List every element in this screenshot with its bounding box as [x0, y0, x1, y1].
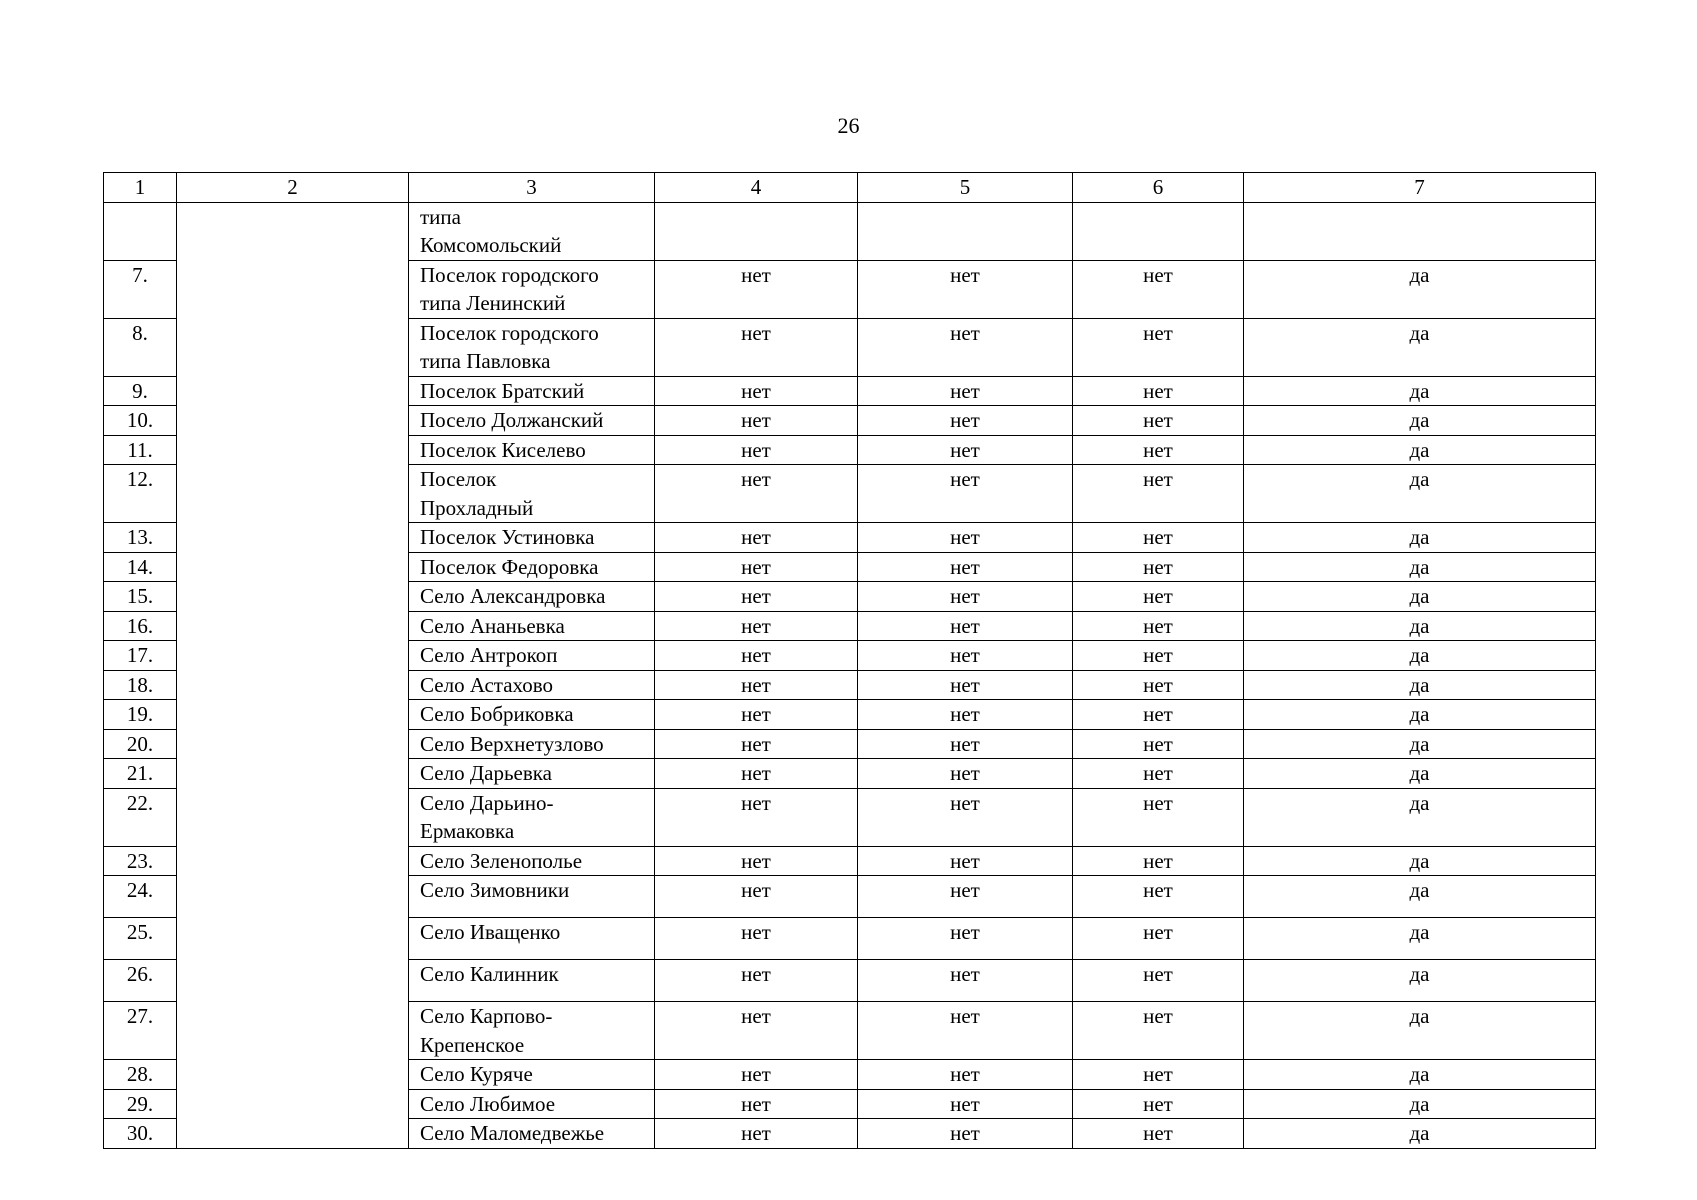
- row-number: 15.: [104, 582, 177, 612]
- settlement-name: [409, 611, 655, 641]
- value-cell-6: нет: [1073, 641, 1244, 671]
- value-cell-7: да: [1244, 465, 1596, 523]
- settlement-name: [409, 759, 655, 789]
- settlement-name: [409, 788, 655, 846]
- value-cell-7: да: [1244, 1089, 1596, 1119]
- value-cell-6: нет: [1073, 876, 1244, 918]
- value-cell-7: да: [1244, 552, 1596, 582]
- settlement-name-line: Село Бобриковка: [420, 702, 574, 726]
- value-cell-7: да: [1244, 759, 1596, 789]
- value-cell-7: да: [1244, 611, 1596, 641]
- value-cell-5: нет: [858, 523, 1073, 553]
- header-cell-4: 4: [655, 173, 858, 203]
- value-cell-5: нет: [858, 960, 1073, 1002]
- settlement-name-line: Поселок Киселево: [420, 437, 586, 462]
- value-cell-5: нет: [858, 759, 1073, 789]
- value-cell-4: нет: [655, 1089, 858, 1119]
- value-cell-7: да: [1244, 406, 1596, 436]
- value-cell-5: нет: [858, 318, 1073, 376]
- settlement-name: [409, 523, 655, 553]
- value-cell-6: нет: [1073, 670, 1244, 700]
- settlement-name-line: Поселок городского: [420, 262, 599, 287]
- value-cell-6: нет: [1073, 318, 1244, 376]
- page-number: 26: [837, 113, 860, 138]
- settlement-name-line: типа: [420, 204, 461, 229]
- settlement-name-line: Село Иващенко: [420, 920, 561, 944]
- value-cell-7: да: [1244, 729, 1596, 759]
- value-cell-6: нет: [1073, 700, 1244, 730]
- value-cell-7: да: [1244, 700, 1596, 730]
- row-number: 22.: [104, 788, 177, 846]
- table-body: [104, 173, 1596, 1149]
- settlement-name-line: Село Антрокоп: [420, 643, 558, 667]
- settlement-name: [409, 202, 655, 260]
- value-cell-6: нет: [1073, 435, 1244, 465]
- data-table: [103, 172, 1596, 1149]
- settlement-name-line: Комсомольский: [420, 233, 562, 257]
- value-cell-6: нет: [1073, 376, 1244, 406]
- row-number: 30.: [104, 1119, 177, 1149]
- value-cell-6: нет: [1073, 611, 1244, 641]
- settlement-name: [409, 406, 655, 436]
- value-cell-5: нет: [858, 788, 1073, 846]
- settlement-name-line: Поселок: [420, 467, 497, 491]
- value-cell-6: нет: [1073, 406, 1244, 436]
- settlement-name-line: Посело Должанский: [420, 408, 604, 432]
- value-cell-4: [655, 202, 858, 260]
- value-cell-4: нет: [655, 1060, 858, 1090]
- value-cell-7: да: [1244, 641, 1596, 671]
- value-cell-4: нет: [655, 260, 858, 318]
- value-cell-5: нет: [858, 582, 1073, 612]
- settlement-name: [409, 1089, 655, 1119]
- value-cell-4: нет: [655, 465, 858, 523]
- settlement-name: [409, 729, 655, 759]
- value-cell-5: нет: [858, 729, 1073, 759]
- value-cell-4: нет: [655, 918, 858, 960]
- settlement-name: [409, 552, 655, 582]
- value-cell-5: нет: [858, 435, 1073, 465]
- value-cell-7: да: [1244, 670, 1596, 700]
- value-cell-7: да: [1244, 376, 1596, 406]
- header-cell-5: 5: [858, 173, 1073, 203]
- value-cell-4: нет: [655, 611, 858, 641]
- value-cell-4: нет: [655, 960, 858, 1002]
- value-cell-5: нет: [858, 406, 1073, 436]
- settlement-name-line: Село Верхнетузлово: [420, 731, 604, 756]
- value-cell-7: да: [1244, 960, 1596, 1002]
- value-cell-7: да: [1244, 1119, 1596, 1149]
- row-number: 21.: [104, 759, 177, 789]
- row-number: 13.: [104, 523, 177, 553]
- value-cell-5: нет: [858, 1060, 1073, 1090]
- settlement-name-line: Поселок Устиновка: [420, 525, 595, 549]
- value-cell-6: нет: [1073, 788, 1244, 846]
- value-cell-5: нет: [858, 1119, 1073, 1149]
- settlement-name: [409, 260, 655, 318]
- row-number: 27.: [104, 1002, 177, 1060]
- value-cell-4: нет: [655, 582, 858, 612]
- row-number: 17.: [104, 641, 177, 671]
- settlement-name-line: Село Зимовники: [420, 878, 570, 902]
- value-cell-5: нет: [858, 552, 1073, 582]
- value-cell-6: нет: [1073, 1119, 1244, 1149]
- value-cell-5: нет: [858, 260, 1073, 318]
- value-cell-7: да: [1244, 435, 1596, 465]
- value-cell-5: нет: [858, 1002, 1073, 1060]
- value-cell-4: нет: [655, 641, 858, 671]
- settlement-name-line: Поселок Братский: [420, 378, 585, 403]
- header-cell-1: 1: [104, 173, 177, 203]
- settlement-name-line: Село Маломедвежье: [420, 1121, 605, 1145]
- row-number: 29.: [104, 1089, 177, 1119]
- value-cell-5: нет: [858, 670, 1073, 700]
- value-cell-7: да: [1244, 1002, 1596, 1060]
- settlement-name-line: Поселок Федоровка: [420, 554, 599, 579]
- settlement-name: [409, 318, 655, 376]
- row-number: 12.: [104, 465, 177, 523]
- settlement-name: [409, 960, 655, 1002]
- row-number: 11.: [104, 435, 177, 465]
- settlement-name-line: Крепенское: [420, 1032, 525, 1057]
- value-cell-5: нет: [858, 611, 1073, 641]
- settlement-name-line: Село Александровка: [420, 584, 606, 608]
- row-number: [104, 202, 177, 260]
- value-cell-5: [858, 202, 1073, 260]
- value-cell-4: нет: [655, 788, 858, 846]
- value-cell-6: нет: [1073, 1060, 1244, 1090]
- value-cell-5: нет: [858, 376, 1073, 406]
- settlement-name: [409, 700, 655, 730]
- header-cell-2: 2: [177, 173, 409, 203]
- value-cell-6: нет: [1073, 846, 1244, 876]
- row-number: 20.: [104, 729, 177, 759]
- value-cell-4: нет: [655, 846, 858, 876]
- row-number: 18.: [104, 670, 177, 700]
- value-cell-7: да: [1244, 876, 1596, 918]
- value-cell-6: нет: [1073, 582, 1244, 612]
- settlement-name: [409, 1060, 655, 1090]
- row-number: 14.: [104, 552, 177, 582]
- value-cell-6: нет: [1073, 465, 1244, 523]
- value-cell-4: нет: [655, 376, 858, 406]
- value-cell-7: да: [1244, 582, 1596, 612]
- value-cell-7: да: [1244, 523, 1596, 553]
- value-cell-6: нет: [1073, 918, 1244, 960]
- value-cell-4: нет: [655, 670, 858, 700]
- value-cell-4: нет: [655, 318, 858, 376]
- value-cell-7: да: [1244, 788, 1596, 846]
- value-cell-7: [1244, 202, 1596, 260]
- value-cell-7: да: [1244, 260, 1596, 318]
- row-number: 16.: [104, 611, 177, 641]
- value-cell-6: нет: [1073, 759, 1244, 789]
- settlement-name: [409, 846, 655, 876]
- row-number: 7.: [104, 260, 177, 318]
- row-number: 8.: [104, 318, 177, 376]
- value-cell-5: нет: [858, 641, 1073, 671]
- value-cell-4: нет: [655, 435, 858, 465]
- value-cell-5: нет: [858, 846, 1073, 876]
- header-row: [104, 173, 1596, 203]
- table-row: [104, 202, 1596, 260]
- settlement-name-line: Село Астахово: [420, 672, 554, 697]
- row-number: 25.: [104, 918, 177, 960]
- settlement-name-line: Село Зеленополье: [420, 848, 583, 873]
- settlement-name-line: Ермаковка: [420, 819, 515, 843]
- settlement-name: [409, 582, 655, 612]
- value-cell-4: нет: [655, 729, 858, 759]
- row-number: 9.: [104, 376, 177, 406]
- value-cell-7: да: [1244, 1060, 1596, 1090]
- settlement-name: [409, 465, 655, 523]
- value-cell-7: да: [1244, 846, 1596, 876]
- row-number: 28.: [104, 1060, 177, 1090]
- header-cell-7: 7: [1244, 173, 1596, 203]
- value-cell-6: нет: [1073, 260, 1244, 318]
- value-cell-4: нет: [655, 700, 858, 730]
- value-cell-5: нет: [858, 918, 1073, 960]
- value-cell-6: нет: [1073, 960, 1244, 1002]
- value-cell-5: нет: [858, 700, 1073, 730]
- settlement-name-line: Село Карпово-: [420, 1004, 553, 1028]
- value-cell-4: нет: [655, 1119, 858, 1149]
- settlement-name-line: Село Куряче: [420, 1062, 533, 1086]
- value-cell-6: нет: [1073, 729, 1244, 759]
- settlement-name-line: Поселок городского: [420, 320, 599, 345]
- value-cell-4: нет: [655, 552, 858, 582]
- value-cell-6: нет: [1073, 1002, 1244, 1060]
- settlement-name-line: Село Дарьевка: [420, 761, 552, 785]
- header-cell-6: 6: [1073, 173, 1244, 203]
- value-cell-6: нет: [1073, 523, 1244, 553]
- settlement-name: [409, 1119, 655, 1149]
- row-number: 23.: [104, 846, 177, 876]
- value-cell-5: нет: [858, 876, 1073, 918]
- settlement-name-line: типа Павловка: [420, 349, 551, 373]
- value-cell-5: нет: [858, 1089, 1073, 1119]
- value-cell-6: нет: [1073, 1089, 1244, 1119]
- value-cell-4: нет: [655, 1002, 858, 1060]
- value-cell-6: нет: [1073, 552, 1244, 582]
- value-cell-6: [1073, 202, 1244, 260]
- settlement-name-line: типа Ленинский: [420, 291, 566, 315]
- settlement-name-line: Прохладный: [420, 495, 534, 520]
- settlement-name: [409, 876, 655, 918]
- settlement-name-line: Село Любимое: [420, 1091, 556, 1116]
- value-cell-4: нет: [655, 523, 858, 553]
- settlement-name: [409, 376, 655, 406]
- row-number: 19.: [104, 700, 177, 730]
- header-cell-3: 3: [409, 173, 655, 203]
- row-number: 24.: [104, 876, 177, 918]
- settlement-name: [409, 670, 655, 700]
- value-cell-7: да: [1244, 318, 1596, 376]
- settlement-name-line: Село Дарьино-: [420, 790, 554, 815]
- settlement-name: [409, 918, 655, 960]
- value-cell-4: нет: [655, 759, 858, 789]
- settlement-name: [409, 641, 655, 671]
- settlement-name: [409, 435, 655, 465]
- settlement-name-line: Село Ананьевка: [420, 613, 565, 638]
- row-number: 26.: [104, 960, 177, 1002]
- value-cell-7: да: [1244, 918, 1596, 960]
- settlement-name-line: Село Калинник: [420, 962, 559, 986]
- settlement-name: [409, 1002, 655, 1060]
- column-2-merged-cell: [177, 202, 409, 1148]
- value-cell-4: нет: [655, 876, 858, 918]
- value-cell-5: нет: [858, 465, 1073, 523]
- row-number: 10.: [104, 406, 177, 436]
- value-cell-4: нет: [655, 406, 858, 436]
